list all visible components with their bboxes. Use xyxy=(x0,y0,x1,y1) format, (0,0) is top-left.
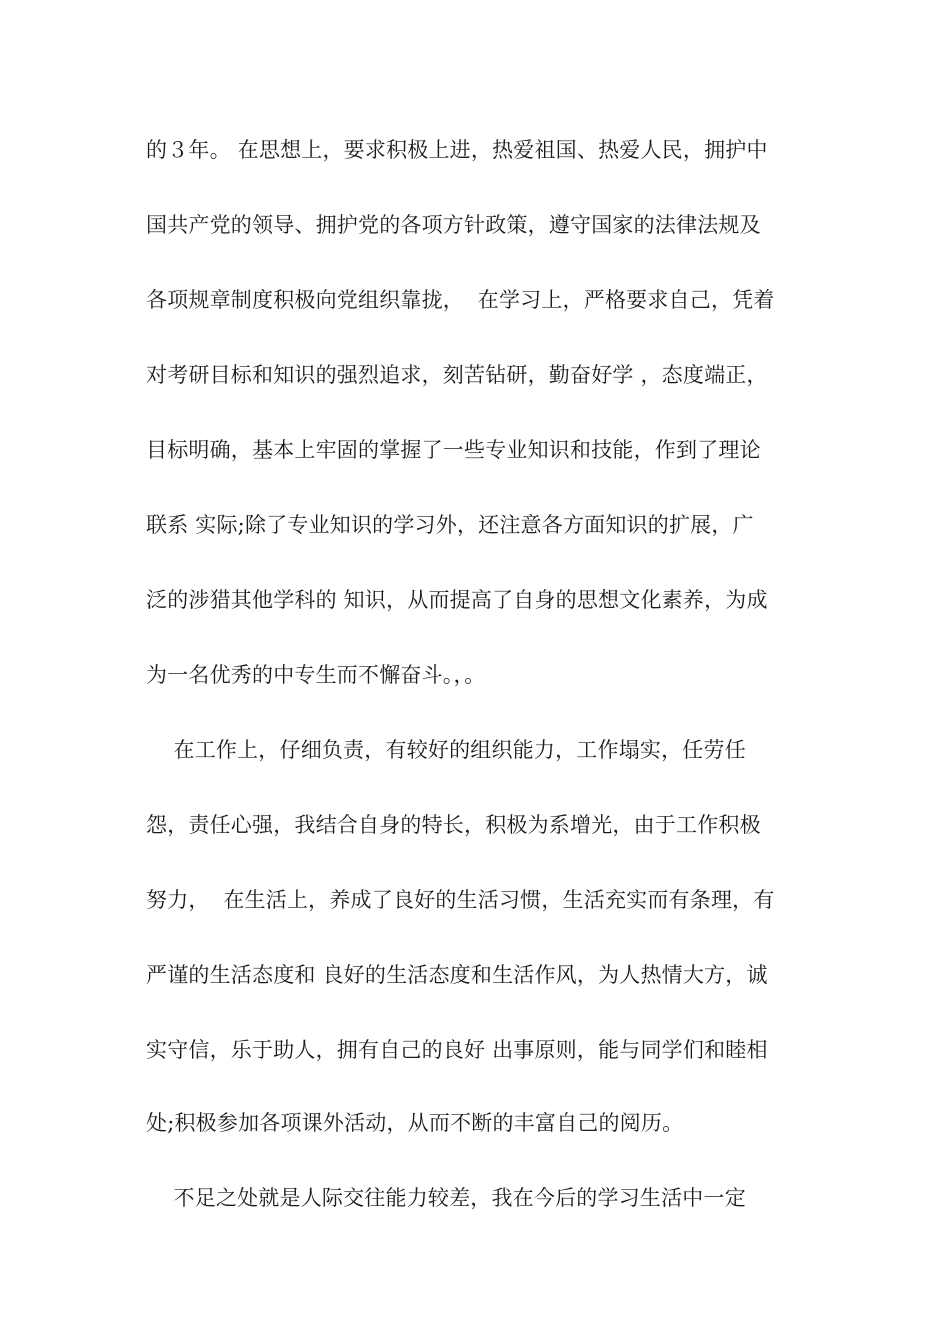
text-line: 联系 实际;除了专业知识的学习外，还注意各方面知识的扩展，广 xyxy=(146,513,754,537)
text-line: 对考研目标和知识的强烈追求，刻苦钻研，勤奋好学 ，态度端正， xyxy=(146,363,768,387)
text-line: 处;积极参加各项课外活动，从而不断的丰富自己的阅历。 xyxy=(146,1111,684,1135)
text-line: 严谨的生活态度和 良好的生活态度和生活作风，为人热情大方，诚 xyxy=(146,963,768,987)
text-line: 不足之处就是人际交往能力较差，我在今后的学习生活中一定 xyxy=(146,1186,746,1210)
text-line: 的３年。 在思想上，要求积极上进，热爱祖国、热爱人民，拥护中 xyxy=(146,138,768,162)
text-line: 实守信，乐于助人，拥有自己的良好 出事原则，能与同学们和睦相 xyxy=(146,1038,768,1062)
text-line: 为一名优秀的中专生而不懈奋斗。，。 xyxy=(146,663,486,687)
text-line: 怨，责任心强，我结合自身的特长，积极为系增光，由于工作积极 xyxy=(146,813,761,837)
text-line: 泛的涉猎其他学科的 知识，从而提高了自身的思想文化素养，为成 xyxy=(146,588,768,612)
text-line: 目标明确，基本上牢固的掌握了一些专业知识和技能，作到了理论 xyxy=(146,438,761,462)
text-line: 在工作上，仔细负责，有较好的组织能力，工作塌实，任劳任 xyxy=(146,738,746,762)
text-line: 努力， 在生活上，养成了良好的生活习惯，生活充实而有条理，有 xyxy=(146,888,775,912)
text-line: 各项规章制度积极向党组织靠拢， 在学习上，严格要求自己，凭着 xyxy=(146,288,775,312)
text-line: 国共产党的领导、拥护党的各项方针政策，遵守国家的法律法规及 xyxy=(146,213,761,237)
